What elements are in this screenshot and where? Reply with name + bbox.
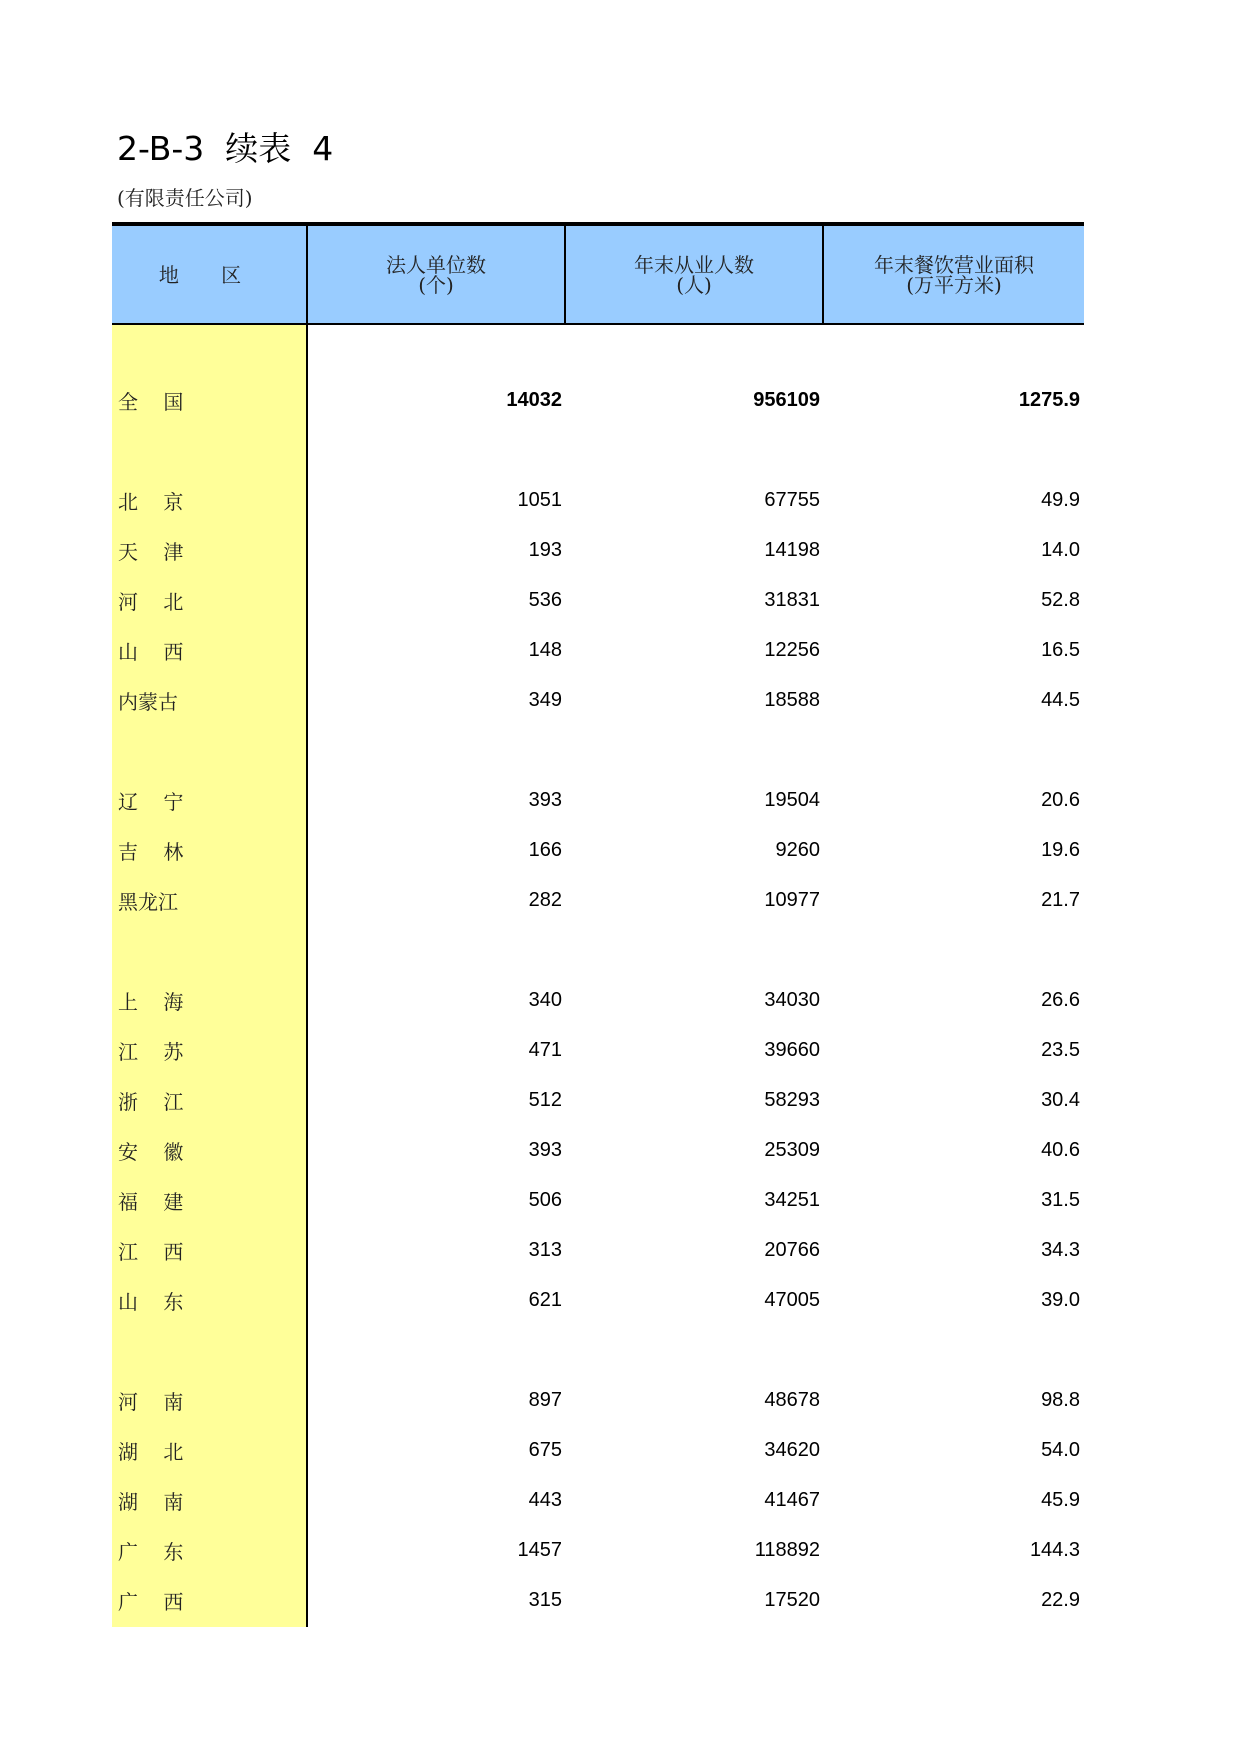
table-row <box>112 575 1084 625</box>
header-region-label: 地 区 <box>158 262 260 287</box>
header-area-label: 年末餐饮营业面积 <box>874 252 1034 277</box>
employees-cell: 17520 <box>764 1588 820 1611</box>
region-cell: 河 北 <box>118 589 184 614</box>
area-cell: 22.9 <box>1041 1588 1080 1611</box>
header-employees-unit: (人) <box>676 272 712 297</box>
employees-cell: 31831 <box>764 588 820 611</box>
units-cell: 512 <box>528 1088 562 1111</box>
region-cell: 广 西 <box>118 1589 184 1614</box>
employees-cell: 41467 <box>764 1488 820 1511</box>
table-row <box>112 475 1084 525</box>
region-cell: 浙 江 <box>118 1089 184 1114</box>
units-cell: 536 <box>528 588 562 611</box>
header-area-unit: (万平方米) <box>906 272 1002 297</box>
area-cell: 19.6 <box>1041 838 1080 861</box>
header-units-label: 法人单位数 <box>386 252 486 277</box>
employees-cell: 25309 <box>764 1138 820 1161</box>
employees-cell: 20766 <box>764 1238 820 1261</box>
region-cell: 江 西 <box>118 1239 184 1264</box>
employees-cell: 39660 <box>764 1038 820 1061</box>
region-cell: 河 南 <box>118 1389 184 1414</box>
area-cell: 21.7 <box>1041 888 1080 911</box>
table-title: 2-B-3 续表 4 <box>117 129 334 168</box>
units-cell: 393 <box>528 1138 562 1161</box>
table-row <box>112 1575 1084 1625</box>
region-cell: 湖 北 <box>118 1439 184 1464</box>
region-cell: 山 西 <box>118 639 184 664</box>
employees-cell: 48678 <box>764 1388 820 1411</box>
units-cell: 315 <box>528 1588 562 1611</box>
units-cell: 443 <box>528 1488 562 1511</box>
table-header <box>112 226 1084 325</box>
region-cell: 天 津 <box>118 539 184 564</box>
units-cell: 282 <box>528 888 562 911</box>
region-cell: 辽 宁 <box>118 789 184 814</box>
header-employees <box>566 226 824 323</box>
employees-cell: 34030 <box>764 988 820 1011</box>
units-cell: 675 <box>528 1438 562 1461</box>
employees-cell: 118892 <box>754 1538 820 1561</box>
table-row <box>112 1525 1084 1575</box>
area-cell: 14.0 <box>1041 538 1080 561</box>
table-row <box>112 825 1084 875</box>
area-cell: 26.6 <box>1041 988 1080 1011</box>
area-cell: 16.5 <box>1041 638 1080 661</box>
employees-cell: 9260 <box>775 838 820 861</box>
units-cell: 14032 <box>506 388 562 411</box>
employees-cell: 47005 <box>764 1288 820 1311</box>
employees-cell: 10977 <box>764 888 820 911</box>
area-cell: 49.9 <box>1041 488 1080 511</box>
header-area <box>824 226 1084 323</box>
header-units <box>308 226 566 323</box>
area-cell: 52.8 <box>1041 588 1080 611</box>
units-cell: 1457 <box>517 1538 562 1561</box>
employees-cell: 12256 <box>764 638 820 661</box>
header-region <box>112 226 308 323</box>
area-cell: 34.3 <box>1041 1238 1080 1261</box>
table-row <box>112 875 1084 925</box>
units-cell: 313 <box>528 1238 562 1261</box>
area-cell: 45.9 <box>1041 1488 1080 1511</box>
units-cell: 621 <box>528 1288 562 1311</box>
table-row <box>112 1075 1084 1125</box>
employees-cell: 19504 <box>764 788 820 811</box>
table-row-total <box>112 375 1084 425</box>
region-cell: 安 徽 <box>118 1139 184 1164</box>
region-cell: 江 苏 <box>118 1039 184 1064</box>
units-cell: 340 <box>528 988 562 1011</box>
employees-cell: 67755 <box>764 488 820 511</box>
area-cell: 1275.9 <box>1018 388 1080 411</box>
table-subtitle: (有限责任公司) <box>117 186 253 210</box>
table-row <box>112 525 1084 575</box>
table-row <box>112 1475 1084 1525</box>
region-cell: 吉 林 <box>118 839 184 864</box>
table-row <box>112 1175 1084 1225</box>
area-cell: 144.3 <box>1029 1538 1080 1561</box>
region-cell: 广 东 <box>118 1539 184 1564</box>
area-cell: 54.0 <box>1041 1438 1080 1461</box>
header-employees-label: 年末从业人数 <box>634 252 754 277</box>
table-row <box>112 1225 1084 1275</box>
table-row <box>112 1425 1084 1475</box>
units-cell: 506 <box>528 1188 562 1211</box>
area-cell: 30.4 <box>1041 1088 1080 1111</box>
employees-cell: 34251 <box>764 1188 820 1211</box>
units-cell: 471 <box>528 1038 562 1061</box>
units-cell: 166 <box>528 838 562 861</box>
area-cell: 31.5 <box>1041 1188 1080 1211</box>
region-cell: 全 国 <box>118 389 184 414</box>
region-cell: 上 海 <box>118 989 184 1014</box>
units-cell: 148 <box>528 638 562 661</box>
area-cell: 20.6 <box>1041 788 1080 811</box>
area-cell: 98.8 <box>1041 1388 1080 1411</box>
region-cell: 内蒙古 <box>118 689 178 714</box>
table-row <box>112 675 1084 725</box>
employees-cell: 956109 <box>753 388 820 411</box>
employees-cell: 34620 <box>764 1438 820 1461</box>
area-cell: 40.6 <box>1041 1138 1080 1161</box>
table-row <box>112 1125 1084 1175</box>
table-row <box>112 775 1084 825</box>
area-cell: 44.5 <box>1041 688 1080 711</box>
region-cell: 湖 南 <box>118 1489 184 1514</box>
table-row <box>112 1275 1084 1325</box>
area-cell: 39.0 <box>1041 1288 1080 1311</box>
table-row <box>112 625 1084 675</box>
table-row <box>112 1375 1084 1425</box>
units-cell: 1051 <box>517 488 562 511</box>
table-row <box>112 975 1084 1025</box>
employees-cell: 58293 <box>764 1088 820 1111</box>
employees-cell: 18588 <box>764 688 820 711</box>
employees-cell: 14198 <box>764 538 820 561</box>
units-cell: 897 <box>528 1388 562 1411</box>
area-cell: 23.5 <box>1041 1038 1080 1061</box>
region-cell: 北 京 <box>118 489 184 514</box>
region-cell: 福 建 <box>118 1189 184 1214</box>
units-cell: 349 <box>528 688 562 711</box>
header-units-unit: (个) <box>418 272 454 297</box>
units-cell: 393 <box>528 788 562 811</box>
units-cell: 193 <box>528 538 562 561</box>
region-cell: 山 东 <box>118 1289 184 1314</box>
table-row <box>112 1025 1084 1075</box>
region-cell: 黑龙江 <box>118 889 178 914</box>
